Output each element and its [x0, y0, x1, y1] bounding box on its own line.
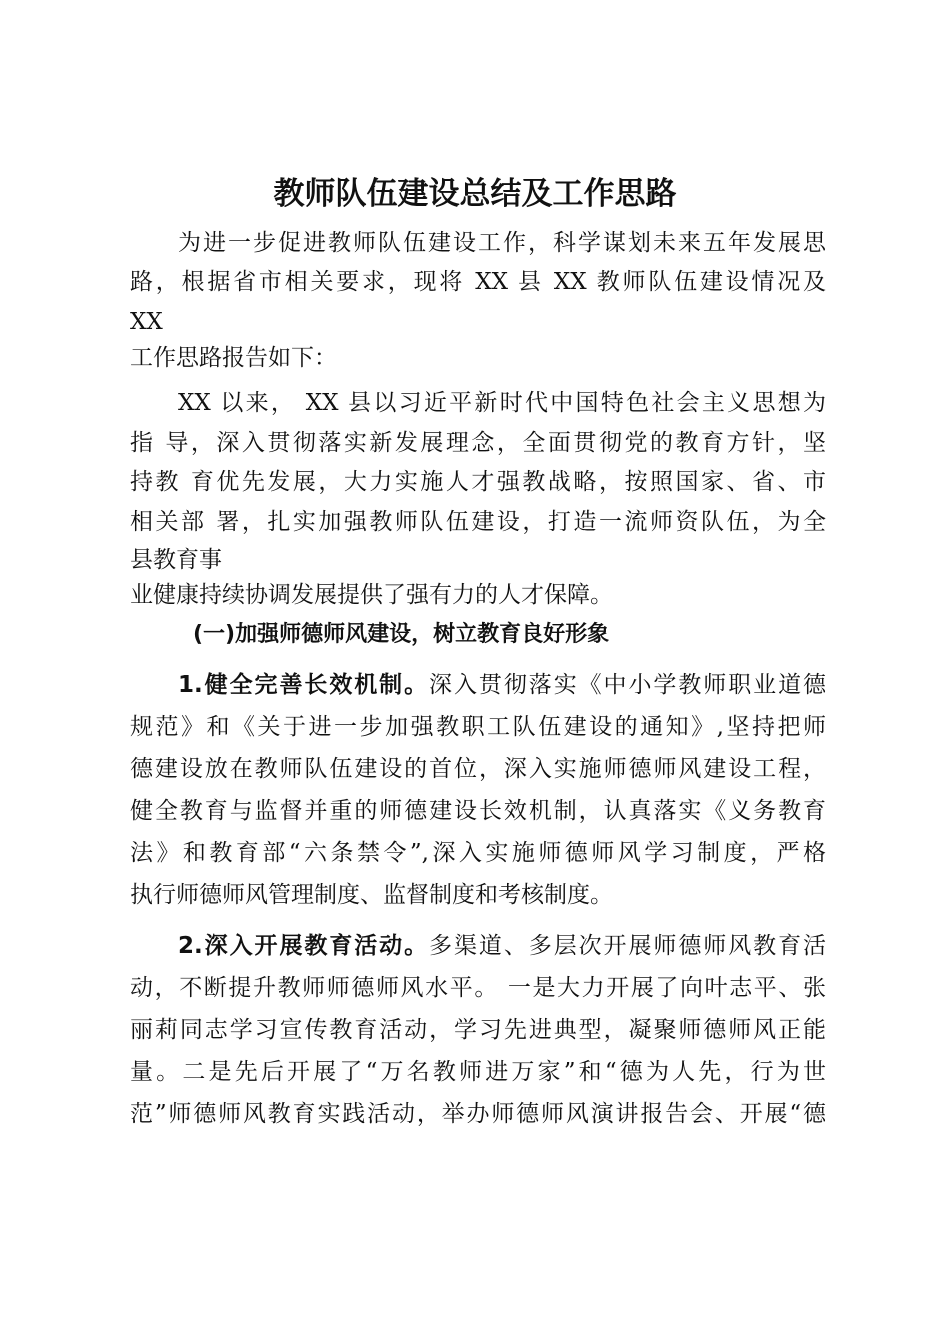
para1-line-4: 相关部 署，扎实加强教师队伍建设，打造一流师资队伍，为全 — [130, 509, 826, 535]
item1-line-5: 法》和教育部“六条禁令”,深入实施师德师风学习制度，严格 — [130, 840, 826, 866]
section-1-heading: (一)加强师德师风建设，树立教育良好形象 — [193, 622, 610, 647]
intro-line-3: XX — [130, 309, 163, 335]
item2-first-line: 多渠道、多层次开展师德师风教育活 — [429, 933, 826, 959]
item2-heading: 2.深入开展教育活动。 — [178, 933, 430, 959]
item1-first-line: 深入贯彻落实《中小学教师职业道德 — [429, 672, 826, 698]
item1-line-1 — [178, 670, 826, 700]
item2-line-3: 丽莉同志学习宣传教育活动，学习先进典型，凝聚师德师风正能 — [130, 1017, 826, 1043]
item1-line-2: 规范》和《关于进一步加强教职工队伍建设的通知》,坚持把师 — [130, 714, 826, 740]
document-title: 教师队伍建设总结及工作思路 — [273, 176, 677, 212]
item1-heading: 1.健全完善长效机制。 — [178, 672, 430, 698]
item2-line-1 — [178, 931, 826, 961]
para1-line-2: 指 导，深入贯彻落实新发展理念，全面贯彻党的教育方针，坚 — [130, 430, 826, 456]
item1-line-6: 执行师德师风管理制度、监督制度和考核制度。 — [130, 882, 613, 908]
intro-line-2: 路，根据省市相关要求，现将 XX 县 XX 教师队伍建设情况及 — [130, 269, 826, 295]
para1-line-1: XX 以来， XX 县以习近平新时代中国特色社会主义思想为 — [178, 390, 826, 416]
item2-line-4: 量。二是先后开展了“万名教师进万家”和“德为人先，行为世 — [130, 1059, 826, 1085]
intro-line-1: 为进一步促进教师队伍建设工作，科学谋划未来五年发展思 — [178, 230, 826, 256]
para1-line-5: 县教育事 — [130, 547, 222, 573]
item2-line-5: 范”师德师风教育实践活动，举办师德师风演讲报告会、开展“德 — [130, 1101, 826, 1127]
item2-line-2: 动，不断提升教师师德师风水平。 一是大力开展了向叶志平、张 — [130, 975, 826, 1001]
item1-line-4: 健全教育与监督并重的师德建设长效机制，认真落实《义务教育 — [130, 798, 826, 824]
item1-line-3: 德建设放在教师队伍建设的首位，深入实施师德师风建设工程， — [130, 756, 826, 782]
para1-line-3: 持教 育优先发展，大力实施人才强教战略，按照国家、省、市 — [130, 469, 826, 495]
para1-line-6: 业健康持续协调发展提供了强有力的人才保障。 — [130, 582, 613, 608]
intro-line-4: 工作思路报告如下： — [130, 345, 337, 371]
